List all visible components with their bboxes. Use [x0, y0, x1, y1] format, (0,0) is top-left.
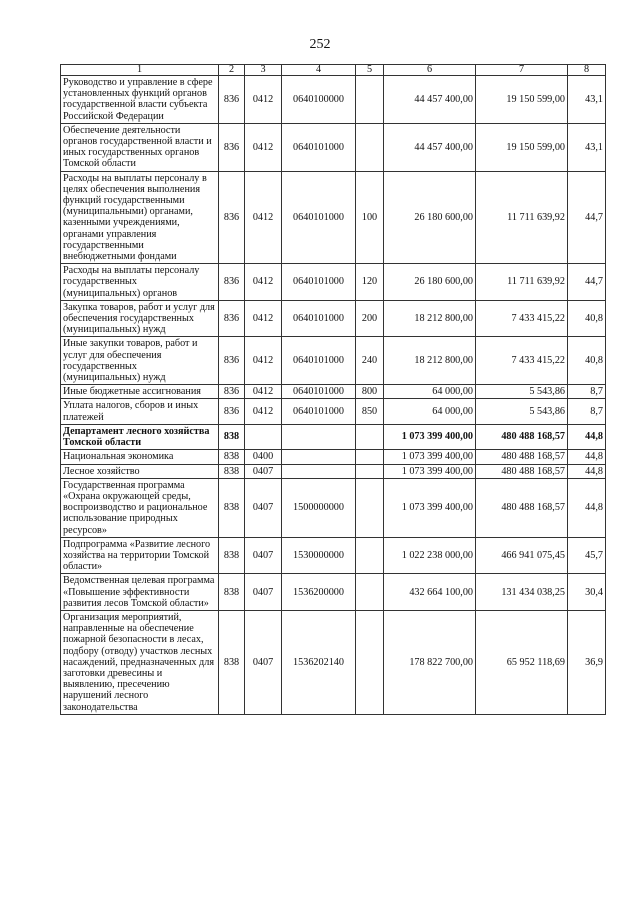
- executed-amount-cell: 11 711 639,92: [476, 264, 568, 301]
- table-row: [61, 123, 606, 171]
- chapter-code-cell: 836: [219, 300, 245, 337]
- header-cell: 7: [476, 65, 568, 76]
- table-row: [61, 171, 606, 264]
- expense-type-cell: 120: [356, 264, 384, 301]
- table-row: [61, 574, 606, 611]
- row-name-cell: Обеспечение деятельности органов государственной власти и иных государственных органов Томской области: [61, 123, 219, 171]
- table-row: [61, 537, 606, 574]
- expense-type-cell: [356, 424, 384, 449]
- expense-type-cell: [356, 610, 384, 714]
- row-name-cell: Расходы на выплаты персоналу в целях обеспечения выполнения функций государственными (муниципальными) органами, казенными учреждениями, органами управления государственными внебюджетными фондами: [61, 171, 219, 264]
- chapter-code-cell: 838: [219, 424, 245, 449]
- chapter-code-cell: 836: [219, 337, 245, 385]
- section-code-cell: 0412: [245, 123, 282, 171]
- expense-type-cell: [356, 123, 384, 171]
- planned-amount-cell: 64 000,00: [384, 399, 476, 424]
- budget-table: [60, 64, 606, 715]
- section-code-cell: [245, 424, 282, 449]
- target-article-cell: 1536200000: [282, 574, 356, 611]
- target-article-cell: 0640101000: [282, 123, 356, 171]
- row-name-cell: Уплата налогов, сборов и иных платежей: [61, 399, 219, 424]
- chapter-code-cell: 838: [219, 450, 245, 464]
- row-name-cell: Национальная экономика: [61, 450, 219, 464]
- execution-percent-cell: 44,7: [568, 264, 606, 301]
- planned-amount-cell: 26 180 600,00: [384, 171, 476, 264]
- row-name-cell: Ведомственная целевая программа «Повышение эффективности развития лесов Томской области»: [61, 574, 219, 611]
- execution-percent-cell: 45,7: [568, 537, 606, 574]
- execution-percent-cell: 44,7: [568, 171, 606, 264]
- page-number: 252: [309, 37, 331, 52]
- planned-amount-cell: 1 073 399 400,00: [384, 464, 476, 478]
- target-article-cell: 0640101000: [282, 337, 356, 385]
- execution-percent-cell: 8,7: [568, 399, 606, 424]
- planned-amount-cell: 1 073 399 400,00: [384, 450, 476, 464]
- section-code-cell: 0400: [245, 450, 282, 464]
- expense-type-cell: [356, 464, 384, 478]
- execution-percent-cell: 30,4: [568, 574, 606, 611]
- expense-type-cell: [356, 574, 384, 611]
- header-cell: 6: [384, 65, 476, 76]
- target-article-cell: [282, 464, 356, 478]
- planned-amount-cell: 26 180 600,00: [384, 264, 476, 301]
- target-article-cell: 0640101000: [282, 171, 356, 264]
- expense-type-cell: [356, 478, 384, 537]
- execution-percent-cell: 44,8: [568, 424, 606, 449]
- planned-amount-cell: 64 000,00: [384, 385, 476, 399]
- row-name-cell: Иные закупки товаров, работ и услуг для обеспечения государственных (муниципальных) нужд: [61, 337, 219, 385]
- target-article-cell: 1530000000: [282, 537, 356, 574]
- expense-type-cell: 200: [356, 300, 384, 337]
- executed-amount-cell: 480 488 168,57: [476, 478, 568, 537]
- chapter-code-cell: 836: [219, 123, 245, 171]
- planned-amount-cell: 1 073 399 400,00: [384, 478, 476, 537]
- execution-percent-cell: 44,8: [568, 478, 606, 537]
- row-name-cell: Подпрограмма «Развитие лесного хозяйства на территории Томской области»: [61, 537, 219, 574]
- executed-amount-cell: 5 543,86: [476, 385, 568, 399]
- execution-percent-cell: 44,8: [568, 464, 606, 478]
- table-row: [61, 610, 606, 714]
- section-code-cell: 0407: [245, 537, 282, 574]
- row-name-cell: Руководство и управление в сфере установленных функций органов государственной власти субъекта Российской Федерации: [61, 76, 219, 124]
- expense-type-cell: 800: [356, 385, 384, 399]
- table-row: [61, 264, 606, 301]
- expense-type-cell: [356, 76, 384, 124]
- execution-percent-cell: 36,9: [568, 610, 606, 714]
- table-row: [61, 450, 606, 464]
- chapter-code-cell: 838: [219, 610, 245, 714]
- header-cell: 8: [568, 65, 606, 76]
- header-cell: 5: [356, 65, 384, 76]
- executed-amount-cell: 65 952 118,69: [476, 610, 568, 714]
- header-cell: 1: [61, 65, 219, 76]
- executed-amount-cell: 131 434 038,25: [476, 574, 568, 611]
- execution-percent-cell: 43,1: [568, 76, 606, 124]
- chapter-code-cell: 838: [219, 478, 245, 537]
- executed-amount-cell: 480 488 168,57: [476, 464, 568, 478]
- target-article-cell: 1500000000: [282, 478, 356, 537]
- table-row: [61, 385, 606, 399]
- chapter-code-cell: 836: [219, 385, 245, 399]
- section-code-cell: 0412: [245, 264, 282, 301]
- section-code-cell: 0407: [245, 574, 282, 611]
- row-name-cell: Департамент лесного хозяйства Томской области: [61, 424, 219, 449]
- section-code-cell: 0407: [245, 478, 282, 537]
- chapter-code-cell: 838: [219, 537, 245, 574]
- executed-amount-cell: 19 150 599,00: [476, 123, 568, 171]
- executed-amount-cell: 480 488 168,57: [476, 424, 568, 449]
- target-article-cell: [282, 450, 356, 464]
- planned-amount-cell: 18 212 800,00: [384, 337, 476, 385]
- table-row: [61, 464, 606, 478]
- planned-amount-cell: 178 822 700,00: [384, 610, 476, 714]
- execution-percent-cell: 8,7: [568, 385, 606, 399]
- expense-type-cell: [356, 537, 384, 574]
- target-article-cell: 1536202140: [282, 610, 356, 714]
- executed-amount-cell: 5 543,86: [476, 399, 568, 424]
- executed-amount-cell: 19 150 599,00: [476, 76, 568, 124]
- table-row: [61, 337, 606, 385]
- expense-type-cell: 100: [356, 171, 384, 264]
- planned-amount-cell: 432 664 100,00: [384, 574, 476, 611]
- section-code-cell: 0412: [245, 399, 282, 424]
- target-article-cell: 0640101000: [282, 385, 356, 399]
- section-code-cell: 0412: [245, 337, 282, 385]
- chapter-code-cell: 838: [219, 464, 245, 478]
- section-code-cell: 0412: [245, 171, 282, 264]
- target-article-cell: 0640100000: [282, 76, 356, 124]
- table-row: [61, 399, 606, 424]
- executed-amount-cell: 11 711 639,92: [476, 171, 568, 264]
- target-article-cell: 0640101000: [282, 399, 356, 424]
- chapter-code-cell: 836: [219, 399, 245, 424]
- chapter-code-cell: 838: [219, 574, 245, 611]
- row-name-cell: Лесное хозяйство: [61, 464, 219, 478]
- table-row: [61, 76, 606, 124]
- execution-percent-cell: 44,8: [568, 450, 606, 464]
- chapter-code-cell: 836: [219, 264, 245, 301]
- execution-percent-cell: 40,8: [568, 300, 606, 337]
- header-cell: 4: [282, 65, 356, 76]
- target-article-cell: 0640101000: [282, 300, 356, 337]
- section-code-cell: 0412: [245, 300, 282, 337]
- row-name-cell: Закупка товаров, работ и услуг для обеспечения государственных (муниципальных) нужд: [61, 300, 219, 337]
- row-name-cell: Расходы на выплаты персоналу государственных (муниципальных) органов: [61, 264, 219, 301]
- header-row: [61, 65, 606, 76]
- section-code-cell: 0407: [245, 610, 282, 714]
- header-cell: 2: [219, 65, 245, 76]
- row-name-cell: Организация мероприятий, направленные на обеспечение пожарной безопасности в лесах, подбору (отводу) участков лесных насаждений, предназначенных для заготовки древесины и выявлению, пресечению нарушений лесного законодательства: [61, 610, 219, 714]
- section-code-cell: 0412: [245, 385, 282, 399]
- target-article-cell: [282, 424, 356, 449]
- table-body: [61, 76, 606, 715]
- table-row: [61, 300, 606, 337]
- executed-amount-cell: 7 433 415,22: [476, 300, 568, 337]
- table-row: [61, 424, 606, 449]
- target-article-cell: 0640101000: [282, 264, 356, 301]
- executed-amount-cell: 466 941 075,45: [476, 537, 568, 574]
- row-name-cell: Иные бюджетные ассигнования: [61, 385, 219, 399]
- planned-amount-cell: 1 022 238 000,00: [384, 537, 476, 574]
- section-code-cell: 0407: [245, 464, 282, 478]
- expense-type-cell: [356, 450, 384, 464]
- section-code-cell: 0412: [245, 76, 282, 124]
- chapter-code-cell: 836: [219, 76, 245, 124]
- header-cell: 3: [245, 65, 282, 76]
- row-name-cell: Государственная программа «Охрана окружающей среды, воспроизводство и рациональное использование природных ресурсов»: [61, 478, 219, 537]
- execution-percent-cell: 43,1: [568, 123, 606, 171]
- executed-amount-cell: 480 488 168,57: [476, 450, 568, 464]
- planned-amount-cell: 44 457 400,00: [384, 123, 476, 171]
- expense-type-cell: 850: [356, 399, 384, 424]
- planned-amount-cell: 18 212 800,00: [384, 300, 476, 337]
- table-row: [61, 478, 606, 537]
- chapter-code-cell: 836: [219, 171, 245, 264]
- expense-type-cell: 240: [356, 337, 384, 385]
- planned-amount-cell: 44 457 400,00: [384, 76, 476, 124]
- execution-percent-cell: 40,8: [568, 337, 606, 385]
- executed-amount-cell: 7 433 415,22: [476, 337, 568, 385]
- planned-amount-cell: 1 073 399 400,00: [384, 424, 476, 449]
